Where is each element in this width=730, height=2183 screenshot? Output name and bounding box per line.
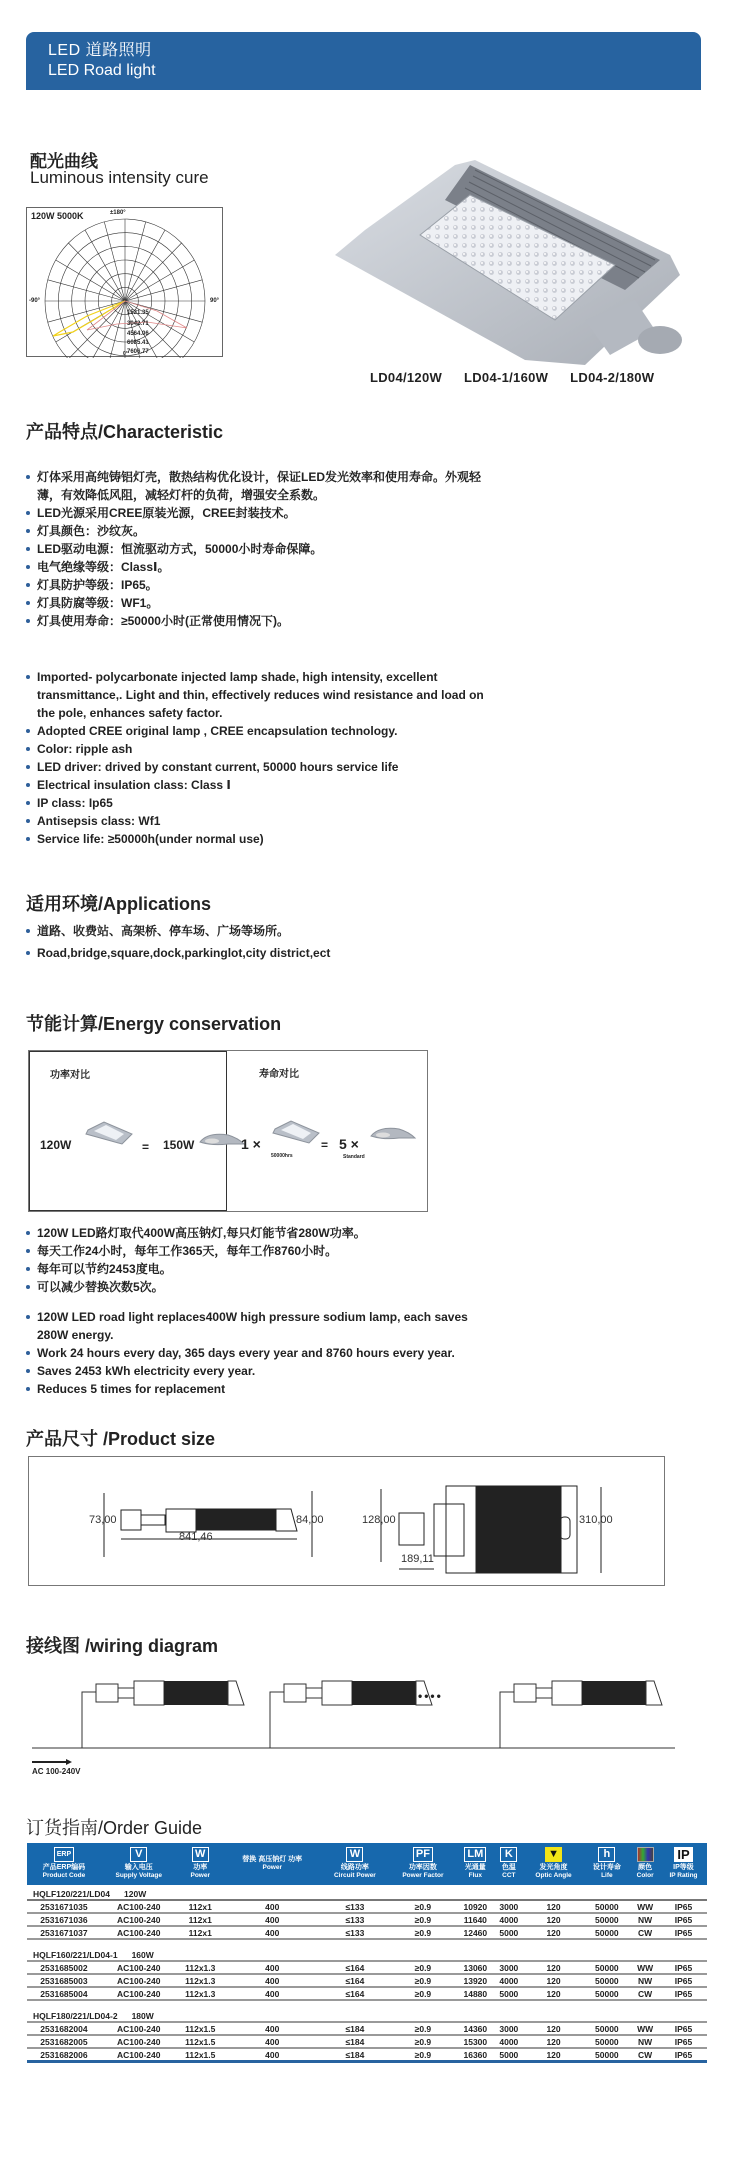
list-item: 灯具防护等级：IP65。	[26, 576, 506, 594]
hps-lamp-icon	[369, 1124, 417, 1144]
table-cell: AC100-240	[101, 1961, 177, 1974]
table-cell: 120	[524, 1913, 584, 1926]
standard-life-multiplier: 5 ×	[339, 1136, 359, 1152]
table-cell: ≤164	[321, 1987, 390, 2000]
list-item: Work 24 hours every day, 365 days every year and 8760 hours every year.	[26, 1344, 496, 1362]
model-label: LD04-1/160W	[463, 370, 549, 385]
table-cell: 112x1	[177, 1926, 224, 1939]
order-table-header	[27, 1843, 707, 1885]
table-cell: 11640	[457, 1913, 494, 1926]
dim-top-mount: 128,00	[362, 1514, 396, 1526]
order-guide-title: 订货指南/Order Guide	[26, 1818, 203, 1838]
dim-top-width: 310,00	[579, 1514, 613, 1526]
column-header-icon: K	[500, 1847, 517, 1862]
table-cell: 50000	[583, 1900, 630, 1913]
table-cell: 12460	[457, 1926, 494, 1939]
table-cell: ≤133	[321, 1900, 390, 1913]
model-group-power: 120W	[124, 1888, 147, 1899]
table-cell: ≥0.9	[389, 2022, 456, 2035]
polar-angle-bottom: 0°	[123, 351, 128, 357]
equals-sign: =	[142, 1140, 150, 1154]
table-row	[27, 2048, 707, 2062]
column-header	[494, 1843, 524, 1885]
list-item: Reduces 5 times for replacement	[26, 1380, 496, 1398]
table-cell: 400	[224, 2022, 321, 2035]
table-cell: ≤184	[321, 2035, 390, 2048]
table-cell: 50000	[583, 1961, 630, 1974]
column-header-icon: LM	[464, 1847, 486, 1862]
table-cell: 2531685002	[27, 1961, 101, 1974]
table-cell: WW	[630, 2022, 660, 2035]
table-cell: 120	[524, 2022, 584, 2035]
energy-comparison-box	[28, 1050, 428, 1212]
table-cell: IP65	[660, 1926, 707, 1939]
list-item: 电气绝缘等级：ClassⅠ。	[26, 558, 506, 576]
dim-side-height-left: 73,00	[89, 1514, 117, 1526]
table-cell: 4000	[494, 2035, 524, 2048]
table-cell: 2531671036	[27, 1913, 101, 1926]
column-header-cn: 替换 高压钠灯 功率	[242, 1855, 303, 1863]
column-header-en: Supply Voltage	[115, 1872, 162, 1879]
column-header-cn: 功率因数	[408, 1864, 437, 1871]
life-comparison-panel	[227, 1051, 427, 1211]
column-header-cn: 设计寿命	[592, 1864, 621, 1871]
column-header-cn: 颜色	[638, 1864, 653, 1871]
list-item: Adopted CREE original lamp , CREE encapsulation technology.	[26, 722, 486, 740]
list-item: Antisepsis class: Wf1	[26, 812, 486, 830]
table-cell: ≥0.9	[389, 1974, 456, 1987]
list-item: 道路、收费站、高架桥、停车场、广场等场所。	[26, 922, 506, 940]
column-header	[583, 1843, 630, 1885]
table-cell: 50000	[583, 1926, 630, 1939]
column-header-en: Circuit Power	[333, 1872, 376, 1879]
table-cell: 120	[524, 2035, 584, 2048]
column-header-icon	[637, 1847, 654, 1862]
table-row	[27, 1974, 707, 1987]
table-cell: IP65	[660, 1961, 707, 1974]
column-header-icon: V	[130, 1847, 147, 1862]
table-cell: 50000	[583, 1913, 630, 1926]
column-header-en: Power Factor	[402, 1872, 444, 1879]
column-header	[177, 1843, 224, 1885]
table-cell: ≥0.9	[389, 1900, 456, 1913]
table-cell: AC100-240	[101, 1926, 177, 1939]
column-header	[101, 1843, 177, 1885]
luminous-title-cn: 配光曲线	[30, 152, 98, 171]
list-item: Imported- polycarbonate injected lamp shade, high intensity, excellent transmittance,. Light and thin, effectively reduces wind resistance and load on the pole, enhances safety factor.	[26, 668, 486, 722]
characteristic-list-cn	[26, 468, 506, 630]
column-header	[524, 1843, 584, 1885]
table-cell: IP65	[660, 1913, 707, 1926]
table-cell: 112x1.3	[177, 1987, 224, 2000]
led-life-multiplier: 1 ×	[241, 1136, 261, 1152]
polar-ring-label: 3042.71	[127, 321, 149, 327]
table-cell: 120	[524, 2048, 584, 2062]
column-header-icon: W	[192, 1847, 209, 1862]
luminous-polar-chart	[26, 207, 223, 357]
list-item: 120W LED路灯取代400W高压钠灯,每只灯能节省280W功率。	[26, 1224, 506, 1242]
page-banner	[26, 32, 701, 90]
list-item: Service life: ≥50000h(under normal use)	[26, 830, 486, 848]
list-item: 灯具使用寿命：≥50000小时(正常使用情况下)。	[26, 612, 506, 630]
list-item: 灯体采用高纯铸铝灯壳，散热结构优化设计，保证LED发光效率和使用寿命。外观轻薄，有效降低风阻，减轻灯杆的负荷，增强安全系数。	[26, 468, 496, 504]
table-row	[27, 1987, 707, 2000]
table-cell: IP65	[660, 2048, 707, 2062]
table-cell: IP65	[660, 1974, 707, 1987]
model-group-row	[27, 1946, 707, 1961]
model-label: LD04-2/180W	[570, 370, 655, 385]
list-item: 每天工作24小时，每年工作365天，每年工作8760小时。	[26, 1242, 506, 1260]
dimension-drawing-svg	[29, 1457, 666, 1587]
column-header	[224, 1843, 321, 1885]
table-cell: ≤164	[321, 1974, 390, 1987]
column-header-cn: 输入电压	[124, 1864, 153, 1871]
table-cell: 13060	[457, 1961, 494, 1974]
table-cell: 400	[224, 1926, 321, 1939]
table-cell: 14360	[457, 2022, 494, 2035]
list-item: 灯具防腐等级：WF1。	[26, 594, 506, 612]
table-cell: ≤164	[321, 1961, 390, 1974]
table-cell: 400	[224, 1961, 321, 1974]
column-header	[27, 1843, 101, 1885]
column-header-en: Product Code	[42, 1872, 86, 1879]
table-cell: NW	[630, 2035, 660, 2048]
table-cell: 112x1.5	[177, 2048, 224, 2062]
model-group-name: HQLF160/221/LD04-1	[33, 1949, 118, 1960]
table-cell: 50000	[583, 1974, 630, 1987]
table-cell: 2531682006	[27, 2048, 101, 2062]
luminous-title-en: Luminous intensity cure	[30, 168, 209, 187]
table-cell: NW	[630, 1913, 660, 1926]
column-header-cn: 光通量	[464, 1864, 486, 1871]
list-item: Electrical insulation class: Class Ⅰ	[26, 776, 486, 794]
table-cell: 112x1.3	[177, 1961, 224, 1974]
table-row	[27, 1961, 707, 1974]
list-item: 120W LED road light replaces400W high pressure sodium lamp, each saves 280W energy.	[26, 1308, 496, 1344]
table-cell: 10920	[457, 1900, 494, 1913]
polar-ring-label: 4564.06	[127, 331, 149, 337]
table-cell: 3000	[494, 1900, 524, 1913]
column-header	[630, 1843, 660, 1885]
table-cell: 4000	[494, 1913, 524, 1926]
dim-side-length: 841,46	[179, 1531, 213, 1543]
polar-ring-label: 6085.41	[127, 340, 149, 346]
table-row	[27, 1926, 707, 1939]
dim-top-mount-length: 189,11	[401, 1553, 434, 1565]
table-cell: 13920	[457, 1974, 494, 1987]
table-cell: AC100-240	[101, 1974, 177, 1987]
column-header-en: Color	[636, 1872, 654, 1879]
polar-angle-top: ±180°	[110, 210, 126, 216]
wiring-diagram	[30, 1670, 680, 1770]
model-group-row	[27, 2007, 707, 2022]
product-size-title: 产品尺寸 /Product size	[26, 1429, 216, 1449]
list-item: 每年可以节约2453度电。	[26, 1260, 506, 1278]
table-cell: AC100-240	[101, 1987, 177, 2000]
table-cell: AC100-240	[101, 2035, 177, 2048]
table-cell: 3000	[494, 2022, 524, 2035]
table-cell: IP65	[660, 2035, 707, 2048]
table-cell: 120	[524, 1974, 584, 1987]
list-item: Road,bridge,square,dock,parkinglot,city district,ect	[26, 944, 506, 962]
polar-angle-left: -90°	[29, 298, 41, 304]
table-cell: ≤133	[321, 1913, 390, 1926]
polar-angle-right: 90°	[210, 298, 220, 304]
column-header-icon: IP	[674, 1847, 692, 1862]
product-image	[325, 160, 705, 370]
column-header-en: IP Rating	[669, 1872, 698, 1879]
list-item: 可以减少替换次数5次。	[26, 1278, 506, 1296]
energy-list-cn	[26, 1224, 506, 1296]
table-cell: 400	[224, 1987, 321, 2000]
model-group-row	[27, 1885, 707, 1900]
table-cell: 2531671035	[27, 1900, 101, 1913]
table-cell: 120	[524, 1926, 584, 1939]
table-cell: ≥0.9	[389, 2048, 456, 2062]
column-header	[660, 1843, 707, 1885]
wiring-lamp	[514, 1681, 662, 1705]
energy-list-en	[26, 1308, 496, 1398]
column-header	[389, 1843, 456, 1885]
column-header-en: Power	[262, 1863, 282, 1871]
table-cell: ≥0.9	[389, 1961, 456, 1974]
table-cell: 112x1.5	[177, 2022, 224, 2035]
polar-spoke	[56, 260, 125, 301]
table-cell: AC100-240	[101, 1913, 177, 1926]
table-cell: 16360	[457, 2048, 494, 2062]
model-label: LD04/120W	[370, 370, 443, 385]
list-item: LED驱动电源：恒流驱动方式，50000小时寿命保障。	[26, 540, 506, 558]
table-row	[27, 1900, 707, 1913]
table-cell: 120	[524, 1900, 584, 1913]
standard-life-note: Standard	[343, 1154, 365, 1160]
table-cell: WW	[630, 1900, 660, 1913]
wiring-lamp	[96, 1681, 244, 1705]
table-cell: 120	[524, 1987, 584, 2000]
column-header	[457, 1843, 494, 1885]
table-cell: ≤184	[321, 2022, 390, 2035]
table-cell: 2531682005	[27, 2035, 101, 2048]
polar-spoke	[85, 230, 125, 301]
polar-chart-svg	[27, 208, 224, 358]
table-cell: AC100-240	[101, 2048, 177, 2062]
column-header-icon: W	[346, 1847, 363, 1862]
polar-ring-label: 1521.35	[127, 310, 149, 316]
table-cell: ≥0.9	[389, 1926, 456, 1939]
applications-list	[26, 922, 506, 962]
table-row	[27, 1913, 707, 1926]
polar-spoke	[68, 243, 125, 301]
list-item: 灯具颜色：沙纹灰。	[26, 522, 506, 540]
table-cell: 15300	[457, 2035, 494, 2048]
table-cell: NW	[630, 1974, 660, 1987]
characteristic-title: 产品特点/Characteristic	[26, 422, 224, 442]
dim-side-height-right: 84,00	[296, 1514, 324, 1526]
column-header-icon: ▼	[545, 1847, 562, 1862]
table-cell: 50000	[583, 1987, 630, 2000]
table-cell: CW	[630, 2048, 660, 2062]
list-item: LED光源采用CREE原装光源，CREE封装技术。	[26, 504, 506, 522]
column-header-cn: 产品ERP编码	[42, 1864, 86, 1871]
product-size-drawing	[28, 1456, 665, 1586]
led-life-note: 50000hrs	[271, 1153, 293, 1159]
polar-chart-title: 120W 5000K	[31, 211, 84, 221]
table-cell: AC100-240	[101, 2022, 177, 2035]
table-cell: ≥0.9	[389, 1987, 456, 2000]
table-cell: ≤133	[321, 1926, 390, 1939]
list-item: IP class: Ip65	[26, 794, 486, 812]
table-cell: IP65	[660, 1987, 707, 2000]
table-row	[27, 2022, 707, 2035]
table-cell: 400	[224, 1900, 321, 1913]
life-comparison-title: 寿命对比	[259, 1069, 299, 1080]
wiring-lamp	[284, 1681, 432, 1705]
table-cell: 112x1.5	[177, 2035, 224, 2048]
column-header-en: Power	[190, 1872, 210, 1879]
table-cell: 5000	[494, 2048, 524, 2062]
banner-title-cn: LED 道路照明	[48, 42, 152, 59]
supply-voltage-label: AC 100-240V	[32, 1767, 81, 1776]
model-group-power: 160W	[131, 1949, 154, 1960]
table-cell: IP65	[660, 1900, 707, 1913]
table-cell: 4000	[494, 1974, 524, 1987]
column-header-cn: 色温	[501, 1864, 516, 1871]
table-cell: ≤184	[321, 2048, 390, 2062]
table-cell: 50000	[583, 2048, 630, 2062]
table-cell: 2531671037	[27, 1926, 101, 1939]
polar-ring-label: 7606.77	[127, 349, 149, 355]
equals-sign: =	[321, 1138, 329, 1152]
column-header-cn: IP等级	[673, 1864, 694, 1871]
table-cell: CW	[630, 1987, 660, 2000]
column-header-icon: ERP	[54, 1847, 74, 1862]
model-group-name: HQLF180/221/LD04-2	[33, 2010, 118, 2021]
product-models	[370, 370, 672, 385]
applications-title: 适用环境/Applications	[26, 894, 212, 914]
wiring-title: 接线图 /wiring diagram	[26, 1636, 219, 1656]
power-comparison-title: 功率对比	[50, 1070, 90, 1081]
order-guide-table	[27, 1843, 707, 2063]
table-cell: 3000	[494, 1961, 524, 1974]
model-group-power: 180W	[131, 2010, 154, 2021]
table-cell: 400	[224, 2048, 321, 2062]
polar-spoke	[125, 243, 182, 301]
table-row	[27, 2035, 707, 2048]
table-cell: 400	[224, 1913, 321, 1926]
column-header-en: CCT	[502, 1872, 516, 1879]
table-cell: ≥0.9	[389, 2035, 456, 2048]
table-cell: 2531682004	[27, 2022, 101, 2035]
table-cell: 2531685004	[27, 1987, 101, 2000]
led-power-value: 120W	[40, 1138, 72, 1152]
polar-spoke	[125, 230, 165, 301]
table-cell: 5000	[494, 1987, 524, 2000]
table-cell: 50000	[583, 2035, 630, 2048]
table-cell: 50000	[583, 2022, 630, 2035]
hps-power-value: 150W	[163, 1138, 195, 1152]
column-header-en: Life	[601, 1872, 613, 1879]
table-cell: 120	[524, 1961, 584, 1974]
table-cell: 400	[224, 1974, 321, 1987]
column-header-icon: h	[598, 1847, 615, 1862]
column-header-en: Optic Angle	[535, 1872, 572, 1879]
column-header-cn: 功率	[193, 1864, 208, 1871]
table-cell: IP65	[660, 2022, 707, 2035]
table-cell: 5000	[494, 1926, 524, 1939]
column-header	[321, 1843, 390, 1885]
table-cell: 400	[224, 2035, 321, 2048]
led-lamp-icon	[269, 1119, 325, 1147]
column-header-cn: 发光角度	[539, 1864, 568, 1871]
energy-title: 节能计算/Energy conservation	[26, 1014, 282, 1034]
table-cell: CW	[630, 1926, 660, 1939]
table-cell: 2531685003	[27, 1974, 101, 1987]
table-cell: 112x1	[177, 1913, 224, 1926]
table-cell: WW	[630, 1961, 660, 1974]
characteristic-list-en	[26, 668, 486, 848]
column-header-icon: PF	[413, 1847, 433, 1862]
power-comparison-panel	[29, 1051, 227, 1211]
banner-title-en: LED Road light	[48, 62, 156, 79]
list-item: Color: ripple ash	[26, 740, 486, 758]
table-cell: 112x1	[177, 1900, 224, 1913]
column-header-cn: 线路功率	[340, 1864, 369, 1871]
table-cell: AC100-240	[101, 1900, 177, 1913]
polar-spoke	[125, 260, 194, 301]
list-item: LED driver: drived by constant current, 50000 hours service life	[26, 758, 486, 776]
table-cell: 112x1.3	[177, 1974, 224, 1987]
table-cell: 14880	[457, 1987, 494, 2000]
wiring-ellipsis: ••••	[418, 1689, 443, 1703]
table-cell: ≥0.9	[389, 1913, 456, 1926]
list-item: Saves 2453 kWh electricity every year.	[26, 1362, 496, 1380]
column-header-en: Flux	[468, 1872, 482, 1879]
led-lamp-icon	[82, 1120, 138, 1148]
model-group-name: HQLF120/221/LD04	[33, 1888, 111, 1899]
